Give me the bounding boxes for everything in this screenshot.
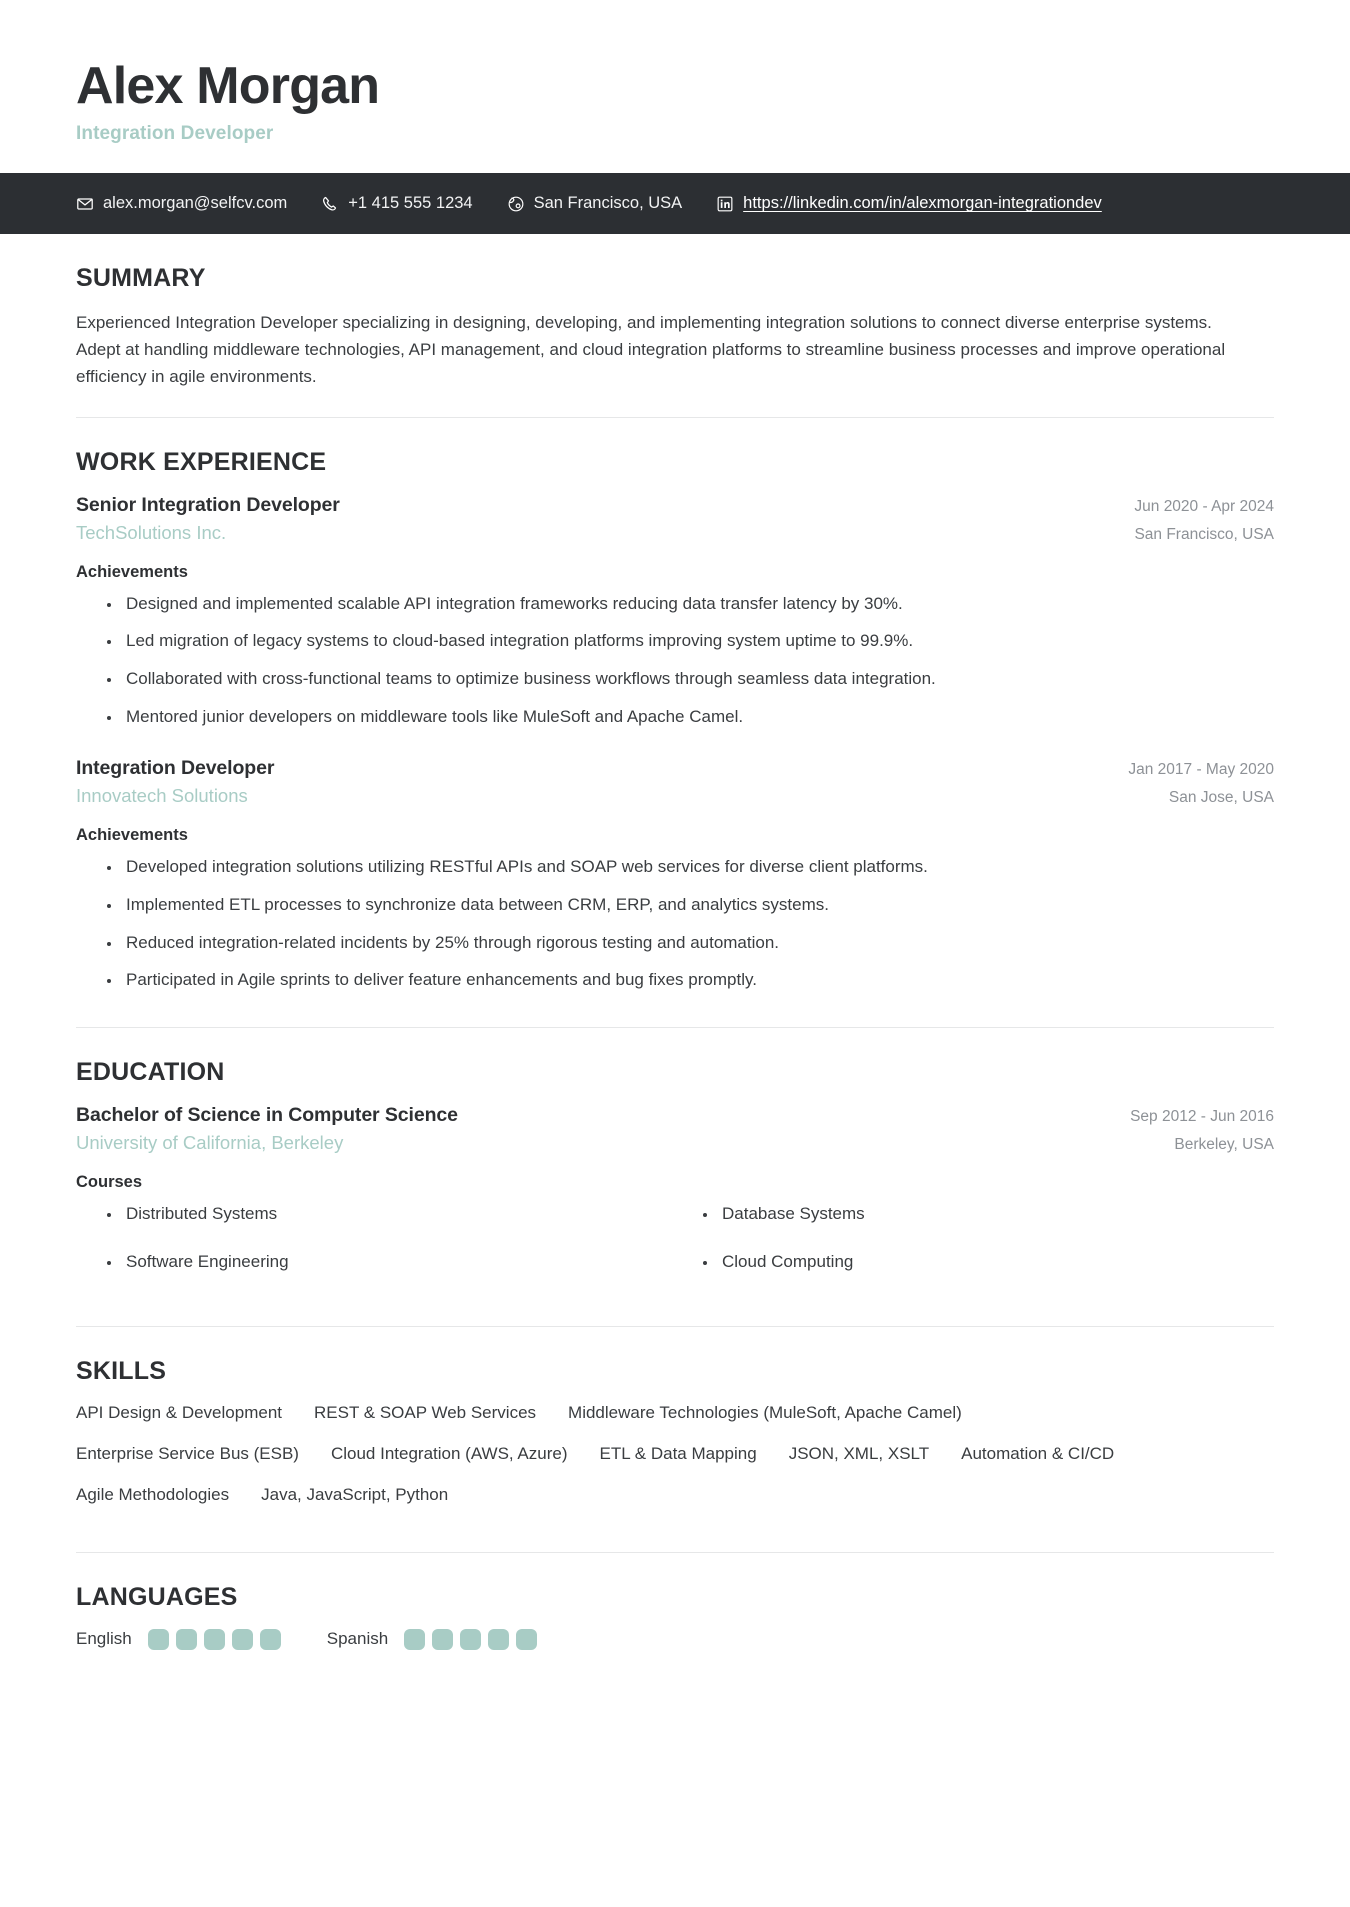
work-entry: [76, 757, 1274, 993]
language-item: [76, 1629, 281, 1650]
language-level-dot: [432, 1629, 453, 1650]
education-entry-header: [76, 1104, 1274, 1127]
skill-item: Java, JavaScript, Python: [261, 1484, 449, 1504]
language-level-dot: [488, 1629, 509, 1650]
education-entry: [76, 1104, 1274, 1300]
work-achievements-list: [76, 592, 1274, 730]
globe-icon: [507, 195, 525, 213]
work-date: Jun 2020 - Apr 2024: [1134, 497, 1274, 515]
contact-location-text: San Francisco, USA: [533, 194, 683, 213]
skill-item: Automation & CI/CD: [961, 1443, 1115, 1463]
list-item: • Collaborated with cross-functional teams to optimize business workflows through seamless data integration.: [122, 667, 1274, 692]
skill-item: JSON, XML, XSLT: [788, 1443, 930, 1463]
section-work-experience: [76, 417, 1274, 1027]
language-level-dot: [260, 1629, 281, 1650]
contact-email[interactable]: [76, 194, 287, 213]
work-position: Senior Integration Developer: [76, 493, 340, 516]
work-company: TechSolutions Inc.: [76, 521, 227, 543]
work-entry: [76, 494, 1274, 730]
list-item: • Reduced integration-related incidents by 25% through rigorous testing and automation.: [122, 931, 1274, 956]
list-item: • Software Engineering: [122, 1252, 678, 1272]
skill-item: Agile Methodologies: [76, 1484, 230, 1504]
work-entry-subheader: [76, 522, 1274, 544]
list-item: • Developed integration solutions utilizing RESTful APIs and SOAP web services for diverse client platforms.: [122, 855, 1274, 880]
summary-text: Experienced Integration Developer specializing in designing, developing, and implementing integration solutions to connect diverse enterprise systems. Adept at handling middleware technologies, API management, and cloud integration platforms to streamline business processes and improve operational efficiency in agile environments.: [76, 313, 1226, 386]
contact-phone[interactable]: [321, 194, 472, 213]
contact-email-text: alex.morgan@selfcv.com: [103, 194, 288, 213]
skill-item: Middleware Technologies (MuleSoft, Apache Camel): [568, 1402, 962, 1422]
skills-list: [76, 1403, 1246, 1526]
language-name: Spanish: [326, 1629, 389, 1649]
language-level-dot: [460, 1629, 481, 1650]
languages-list: [76, 1629, 1274, 1650]
language-level-dot: [232, 1629, 253, 1650]
work-entry-header: [76, 494, 1274, 517]
contact-linkedin-text[interactable]: https://linkedin.com/in/alexmorgan-integrationdev: [743, 194, 1102, 213]
contact-bar: [0, 173, 1350, 234]
language-name: English: [76, 1629, 132, 1649]
work-position: Integration Developer: [76, 757, 275, 780]
list-item: • Cloud Computing: [718, 1252, 1274, 1272]
section-summary: [76, 234, 1274, 417]
education-degree: Bachelor of Science in Computer Science: [76, 1103, 458, 1126]
candidate-name: Alex Morgan: [76, 57, 380, 115]
skills-heading: SKILLS: [76, 1356, 167, 1385]
language-level-dot: [176, 1629, 197, 1650]
contact-linkedin[interactable]: [716, 194, 1102, 213]
languages-heading: LANGUAGES: [76, 1582, 238, 1611]
section-languages: [76, 1552, 1274, 1676]
linkedin-icon: [716, 195, 734, 213]
language-item: [327, 1629, 537, 1650]
list-item: • Database Systems: [718, 1204, 1274, 1224]
list-item: • Implemented ETL processes to synchronize data between CRM, ERP, and analytics systems.: [122, 893, 1274, 918]
skill-item: ETL & Data Mapping: [599, 1443, 757, 1463]
work-date: Jan 2017 - May 2020: [1128, 761, 1274, 779]
summary-heading: SUMMARY: [76, 264, 206, 293]
list-item: • Distributed Systems: [122, 1204, 678, 1224]
work-entry-header: [76, 757, 1274, 780]
list-item: • Participated in Agile sprints to deliver feature enhancements and bug fixes promptly.: [122, 968, 1274, 993]
language-level-dot: [148, 1629, 169, 1650]
achievements-label: Achievements: [76, 562, 188, 581]
courses-label: Courses: [76, 1172, 143, 1191]
work-entry-subheader: [76, 785, 1274, 807]
contact-phone-text: +1 415 555 1234: [348, 194, 473, 213]
list-item: • Led migration of legacy systems to cloud-based integration platforms improving system uptime to 99.9%.: [122, 629, 1274, 654]
candidate-job-title: Integration Developer: [76, 123, 274, 145]
skill-item: REST & SOAP Web Services: [314, 1402, 537, 1422]
education-school: University of California, Berkeley: [76, 1131, 344, 1153]
contact-location: [507, 194, 683, 213]
education-date: Sep 2012 - Jun 2016: [1130, 1107, 1274, 1125]
list-item: • Mentored junior developers on middleware tools like MuleSoft and Apache Camel.: [122, 705, 1274, 730]
resume-body: [0, 234, 1350, 1676]
section-skills: [76, 1326, 1274, 1552]
envelope-icon: [76, 195, 94, 213]
education-entry-subheader: [76, 1132, 1274, 1154]
phone-icon: [321, 195, 339, 213]
work-location: San Francisco, USA: [1134, 525, 1274, 543]
language-level-dot: [404, 1629, 425, 1650]
skill-item: Cloud Integration (AWS, Azure): [330, 1443, 568, 1463]
work-achievements-list: [76, 855, 1274, 993]
achievements-label: Achievements: [76, 826, 188, 845]
skill-item: Enterprise Service Bus (ESB): [76, 1443, 299, 1463]
work-location: San Jose, USA: [1168, 789, 1274, 807]
section-education: [76, 1027, 1274, 1326]
education-location: Berkeley, USA: [1174, 1135, 1274, 1153]
courses-list: [76, 1204, 1274, 1300]
language-level-dot: [204, 1629, 225, 1650]
language-level-dot: [516, 1629, 537, 1650]
skill-item: API Design & Development: [76, 1402, 282, 1422]
work-experience-heading: WORK EXPERIENCE: [76, 447, 327, 476]
language-level-meter: [148, 1629, 281, 1650]
list-item: • Designed and implemented scalable API integration frameworks reducing data transfer latency by 30%.: [122, 592, 1274, 617]
education-heading: EDUCATION: [76, 1057, 225, 1086]
work-company: Innovatech Solutions: [76, 785, 248, 807]
language-level-meter: [404, 1629, 537, 1650]
resume-header: [0, 0, 1350, 173]
